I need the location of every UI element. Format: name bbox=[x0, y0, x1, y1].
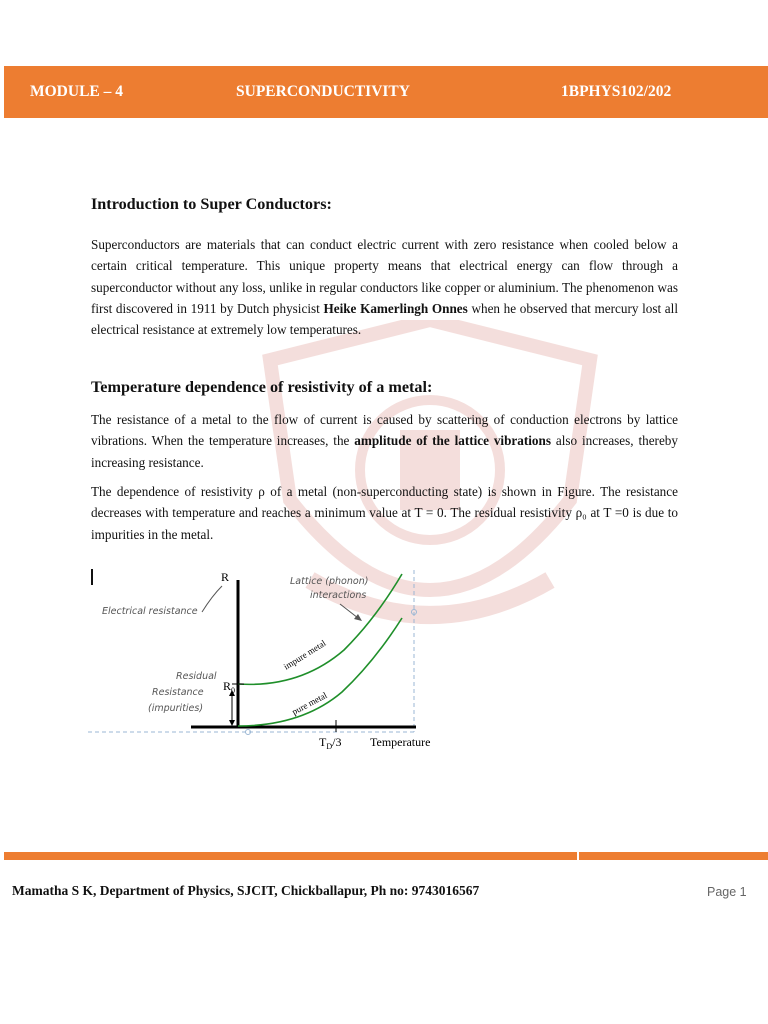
electrical-resistance-pointer bbox=[202, 586, 222, 612]
header-bar bbox=[4, 66, 768, 118]
intro-text-a: Superconductors are materials that can conduct electric current with zero resistance when cooled below a certain critical temperature. This unique property means that electrical energy can flow through a superconductor without any loss, unlike in regular conductors like copper or aluminium. The phenomenon was first discovered in 1911 by Dutch physicist bbox=[91, 237, 678, 316]
resistivity-paragraph-1 bbox=[91, 409, 678, 473]
lattice-pointer-head bbox=[354, 614, 362, 621]
course-code: 1BPHYS102/202 bbox=[561, 83, 672, 100]
resistivity-paragraph-2: The dependence of resistivity ρ of a metal (non-superconducting state) is shown in Figure. The resistance decreases with temperature and reaches a minimum value at T = 0. The residual resistivity ρ₀ at T =0 is due to impurities in the metal. bbox=[91, 484, 678, 542]
p1-text-b: also increases, thereby increasing resistance. bbox=[91, 433, 678, 470]
electrical-resistance-label: Electrical resistance bbox=[102, 606, 198, 617]
td-label bbox=[319, 735, 341, 751]
intro-paragraph bbox=[91, 234, 678, 340]
intro-text-b: when he observed that mercury lost all electrical resistance at extremely low temperatures. bbox=[91, 300, 678, 338]
intro-heading: Introduction to Super Conductors: bbox=[91, 195, 332, 213]
td-subscript: D bbox=[326, 742, 333, 751]
td-main: T bbox=[319, 735, 327, 749]
pure-metal-label: pure metal bbox=[290, 689, 329, 717]
x-axis-label: Temperature bbox=[370, 735, 431, 749]
lattice-label-line1: Lattice (phonon) bbox=[290, 576, 369, 587]
impure-metal-label: impure metal bbox=[281, 637, 328, 672]
p1-bold: amplitude of the lattice vibrations bbox=[354, 433, 551, 449]
r0-main: R bbox=[223, 679, 232, 693]
footer-author: Mamatha S K, Department of Physics, SJCIT, Chickballapur, Ph no: 9743016567 bbox=[12, 883, 480, 898]
footer-bar bbox=[4, 852, 768, 860]
onnes-name: Heike Kamerlingh Onnes bbox=[323, 300, 468, 316]
pure-metal-curve bbox=[238, 618, 402, 726]
module-label: MODULE – 4 bbox=[30, 83, 123, 100]
y-axis-label: R bbox=[221, 570, 230, 584]
r0-label bbox=[223, 679, 235, 695]
page-number: Page 1 bbox=[707, 885, 747, 899]
lattice-label-line2: interactions bbox=[310, 590, 367, 601]
resistivity-heading: Temperature dependence of resistivity of a metal: bbox=[91, 378, 433, 396]
td-tail: /3 bbox=[332, 735, 342, 749]
p1-text-a: The resistance of a metal to the flow of current is caused by scattering of conduction electrons by lattice vibrations. When the temperature increases, the bbox=[91, 412, 678, 449]
r0-subscript: 0 bbox=[231, 686, 236, 695]
footer-divider bbox=[577, 852, 579, 860]
document-title: SUPERCONDUCTIVITY bbox=[236, 83, 410, 100]
resistivity-figure bbox=[88, 560, 438, 755]
residual-label-line2: Resistance bbox=[152, 687, 204, 698]
residual-label-line3: (impurities) bbox=[148, 703, 204, 714]
residual-label-line1: Residual bbox=[176, 671, 217, 682]
lattice-pointer bbox=[340, 604, 358, 618]
residual-arrow-down bbox=[229, 720, 235, 726]
